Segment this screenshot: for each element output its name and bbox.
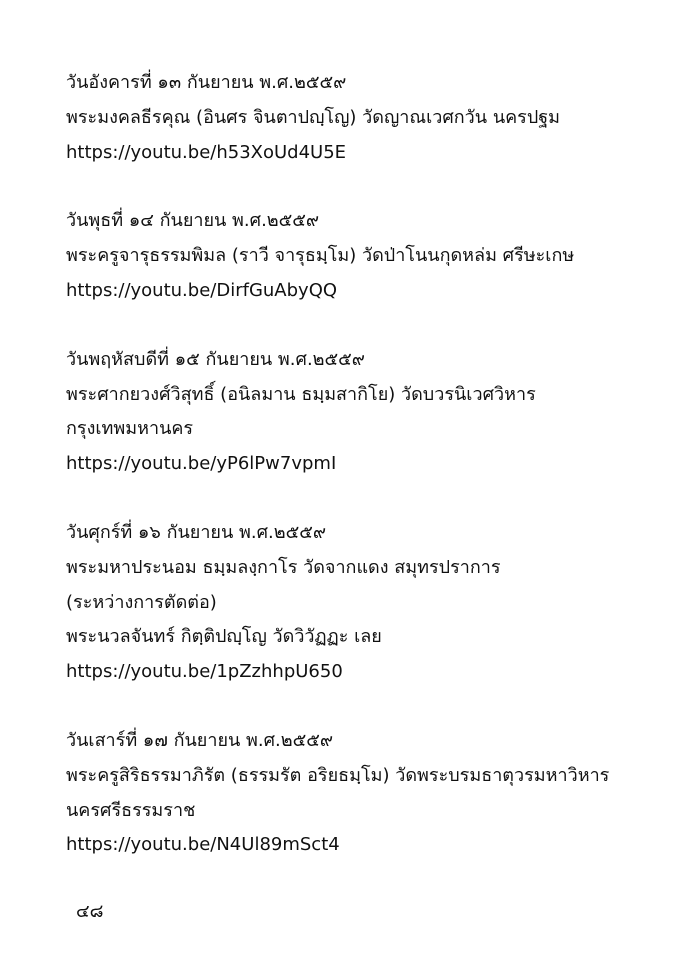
page-number: ๔๘ xyxy=(76,901,104,922)
entry-video-link[interactable]: https://youtu.be/yP6lPw7vpmI xyxy=(66,453,337,475)
entry-video-link[interactable]: https://youtu.be/N4Ul89mSct4 xyxy=(66,834,340,856)
entry-speaker: พระศากยวงศ์วิสุทธิ์ (อนิลมาน ธมฺมสากิโย) วัดบวรนิเวศวิหาร xyxy=(66,383,536,405)
entry-speaker-second: พระนวลจันทร์ กิตฺติปญฺโญ วัดวิวัฏฏะ เลย xyxy=(66,626,382,648)
entry-date: วันเสาร์ที่ ๑๗ กันยายน พ.ศ.๒๕๕๙ xyxy=(66,729,334,751)
schedule-entry-wednesday xyxy=(66,204,656,308)
schedule-entry-tuesday xyxy=(66,66,656,170)
entry-date: วันพุธที่ ๑๔ กันยายน พ.ศ.๒๕๕๙ xyxy=(66,210,320,232)
schedule-entry-thursday xyxy=(66,343,656,482)
entry-note: (ระหว่างการตัดต่อ) xyxy=(66,591,217,613)
entry-speaker: พระมหาประนอม ธมฺมลงฺกาโร วัดจากแดง สมุทรปราการ xyxy=(66,556,501,578)
entry-date: วันอังคารที่ ๑๓ กันยายน พ.ศ.๒๕๕๙ xyxy=(66,72,347,93)
entry-speaker: พระครูสิริธรรมาภิรัต (ธรรมรัต อริยธมฺโม) วัดพระบรมธาตุวรมหาวิหาร xyxy=(66,764,610,786)
entry-date: วันศุกร์ที่ ๑๖ กันยายน พ.ศ.๒๕๕๙ xyxy=(66,521,327,543)
schedule-entry-friday xyxy=(66,516,656,690)
entry-video-link[interactable]: https://youtu.be/h53XoUd4U5E xyxy=(66,141,347,163)
entry-location: กรุงเทพมหานคร xyxy=(66,418,194,440)
entry-speaker: พระครูจารุธรรมพิมล (ราวี จารุธมฺโม) วัดป่าโนนกุดหล่ม ศรีษะเกษ xyxy=(66,245,575,267)
entry-video-link[interactable]: https://youtu.be/1pZzhhpU650 xyxy=(66,661,343,683)
schedule-list xyxy=(66,66,656,897)
entry-speaker: พระมงคลธีรคุณ (อินศร จินตาปญฺโญ) วัดญาณเวศกวัน นครปฐม xyxy=(66,106,561,128)
entry-location: นครศรีธรรมราช xyxy=(66,799,196,821)
schedule-entry-saturday xyxy=(66,724,656,863)
entry-date: วันพฤหัสบดีที่ ๑๕ กันยายน พ.ศ.๒๕๕๙ xyxy=(66,348,365,370)
entry-video-link[interactable]: https://youtu.be/DirfGuAbyQQ xyxy=(66,279,338,301)
